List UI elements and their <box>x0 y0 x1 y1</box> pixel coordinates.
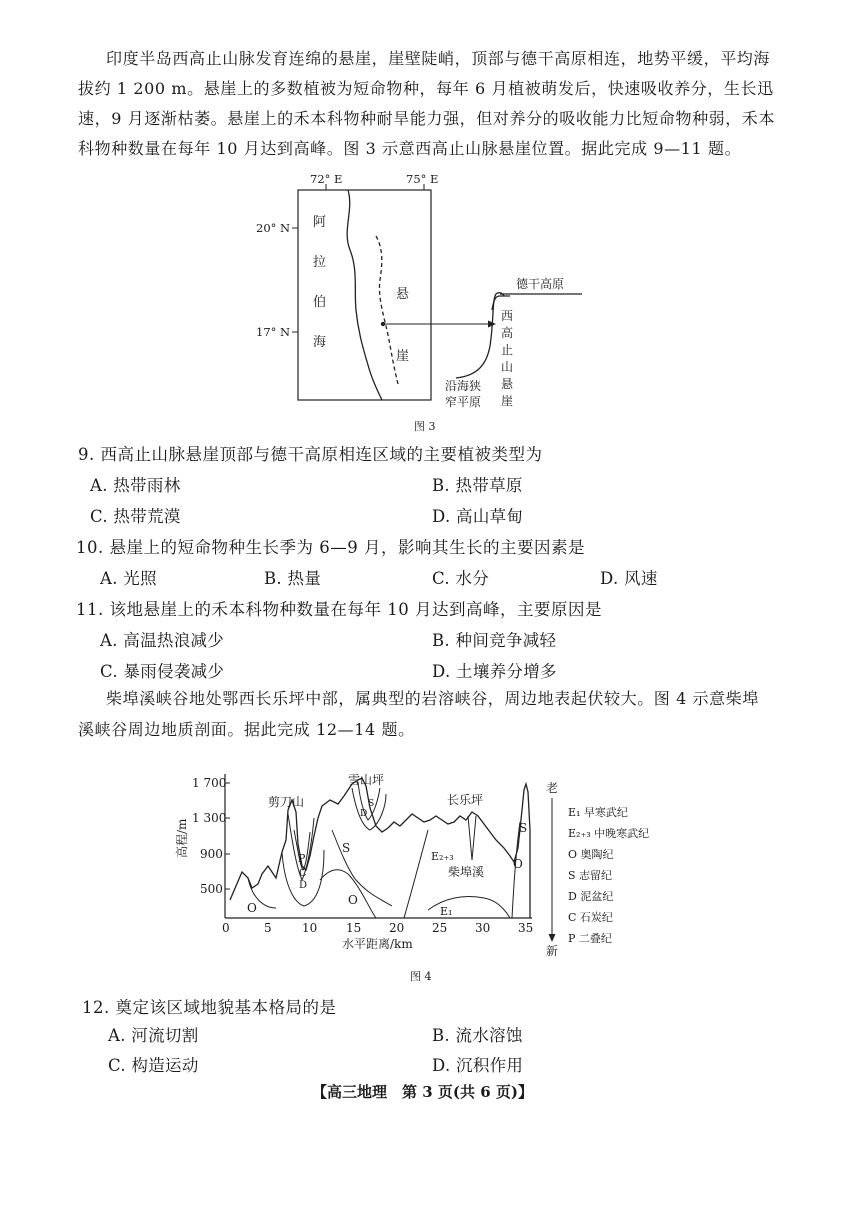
q9-option-c[interactable]: C. 热带荒漠 <box>90 507 181 526</box>
cliff-dashed-line <box>376 236 398 384</box>
q10-option-d[interactable]: D. 风速 <box>600 569 658 588</box>
x-axis-label: 水平距离/km <box>342 937 413 951</box>
intro1-line-3: 速，9 月逐渐枯萎。悬崖上的禾本科物种耐旱能力强，但对养分的吸收能力比短命物种弱，禾本 <box>78 109 776 128</box>
legend-entry-s: S 志留纪 <box>568 869 613 882</box>
legend-entry-o: O 奥陶纪 <box>568 848 614 861</box>
sea-char-4: 海 <box>313 335 327 350</box>
intro2-line-2: 溪峡谷周边地质剖面。据此完成 12—14 题。 <box>78 720 415 739</box>
question-10-stem: 10. 悬崖上的短命物种生长季为 6—9 月，影响其生长的主要因素是 <box>76 538 585 557</box>
figure-3-map <box>250 170 590 435</box>
q12-option-c[interactable]: C. 构造运动 <box>108 1056 199 1075</box>
intro1-line-4: 科物种数量在每年 10 月达到高峰。图 3 示意西高止山脉悬崖位置。据此完成 9—11 题。 <box>78 139 742 158</box>
q9-option-a[interactable]: A. 热带雨林 <box>90 476 181 495</box>
y-tick-900: 900 <box>200 847 223 861</box>
q10-option-a[interactable]: A. 光照 <box>100 569 157 588</box>
place-label-xueshanping: 雪山坪 <box>348 773 385 787</box>
x-tick-0: 0 <box>222 921 230 935</box>
plateau-label: 德干高原 <box>516 277 565 291</box>
stratum-label-o-3: O <box>513 857 523 871</box>
question-11-stem: 11. 该地悬崖上的禾本科物种数量在每年 10 月达到高峰，主要原因是 <box>76 600 602 619</box>
q12-option-a[interactable]: A. 河流切割 <box>108 1026 199 1045</box>
stratum-label-s-3: S <box>368 799 375 809</box>
q11-option-b[interactable]: B. 种间竞争减轻 <box>432 631 557 650</box>
stratum-label-d: D <box>299 880 308 891</box>
intro1-line-1: 印度半岛西高止山脉发育连绵的悬崖，崖壁陡峭，顶部与德干高原相连，地势平缓，平均海 <box>106 49 771 68</box>
x-tick-35: 35 <box>518 921 534 935</box>
intro2-line-1: 柴埠溪峡谷地处鄂西长乐坪中部，属典型的岩溶峡谷，周边地表起伏较大。图 4 示意柴埠 <box>106 689 759 708</box>
legend-old-label: 老 <box>546 781 559 795</box>
place-label-jiandaoshan: 剪刀山 <box>268 795 305 809</box>
place-label-chaibuxi: 柴埠溪 <box>448 865 485 879</box>
stratum-label-o-2: O <box>348 893 358 907</box>
x-tick-5: 5 <box>264 921 272 935</box>
y-tick-500: 500 <box>200 882 223 896</box>
x-tick-30: 30 <box>475 921 491 935</box>
plain-label-line-1: 沿海狭 <box>445 379 482 393</box>
lat-label-17: 17° N <box>256 325 291 339</box>
q10-option-c[interactable]: C. 水分 <box>432 569 490 588</box>
y-axis-label: 高程/m <box>175 818 189 858</box>
sea-char-1: 阿 <box>313 215 327 230</box>
cliff-name-char-5: 悬 <box>501 377 514 391</box>
legend-entry-c: C 石炭纪 <box>568 911 613 924</box>
stratum-label-p: P <box>298 852 306 865</box>
place-label-changleping: 长乐坪 <box>447 793 484 807</box>
x-tick-15: 15 <box>346 921 362 935</box>
figure-4-profile <box>172 770 672 985</box>
legend-entry-p: P 二叠纪 <box>568 932 612 945</box>
plain-label-line-2: 窄平原 <box>445 395 482 409</box>
cliff-name-char-6: 崖 <box>501 394 514 408</box>
q10-option-b[interactable]: B. 热量 <box>264 569 322 588</box>
figure-4-caption: 图 4 <box>410 970 432 983</box>
q9-option-d[interactable]: D. 高山草甸 <box>432 507 524 526</box>
q11-option-a[interactable]: A. 高温热浪减少 <box>100 631 225 650</box>
q12-option-d[interactable]: D. 沉积作用 <box>432 1056 524 1075</box>
sea-char-2: 拉 <box>313 255 327 270</box>
legend-new-label: 新 <box>546 944 559 958</box>
legend-entry-e23: E₂₊₃ 中晚寒武纪 <box>568 827 650 840</box>
sea-char-3: 伯 <box>313 295 327 310</box>
stratum-label-s-2: S <box>519 821 528 835</box>
cliff-name-char-2: 高 <box>501 326 514 340</box>
x-tick-20: 20 <box>389 921 405 935</box>
stratum-label-c: C <box>299 868 307 879</box>
coastline <box>347 190 382 400</box>
cliff-name-char-4: 山 <box>501 360 514 374</box>
x-tick-10: 10 <box>302 921 318 935</box>
q12-option-b[interactable]: B. 流水溶蚀 <box>432 1026 523 1045</box>
q11-option-c[interactable]: C. 暴雨侵袭减少 <box>100 662 225 681</box>
lat-label-20: 20° N <box>256 221 291 235</box>
stratum-label-e1: E₁ <box>440 905 453 918</box>
lon-label-72: 72° E <box>310 172 343 186</box>
legend-entry-d: D 泥盆纪 <box>568 890 614 903</box>
stratum-label-e23: E₂₊₃ <box>431 850 454 863</box>
cliff-char-2: 崖 <box>396 349 410 364</box>
lon-label-75: 75° E <box>406 172 439 186</box>
figure-3-caption: 图 3 <box>414 420 436 433</box>
cliff-name-char-1: 西 <box>501 309 514 323</box>
legend-arrow-head <box>549 934 556 942</box>
stratum-label-d-2: D <box>360 809 368 819</box>
y-tick-1300: 1 300 <box>192 811 227 825</box>
q11-option-d[interactable]: D. 土壤养分增多 <box>432 662 557 681</box>
question-12-stem: 12. 奠定该区域地貌基本格局的是 <box>82 998 337 1017</box>
cliff-name-char-3: 止 <box>501 343 514 357</box>
legend-entry-e1: E₁ 早寒武纪 <box>568 806 628 819</box>
cliff-profile-line <box>456 293 504 378</box>
question-9-stem: 9. 西高止山脉悬崖顶部与德干高原相连区域的主要植被类型为 <box>78 445 543 464</box>
intro1-line-2: 拔约 1 200 m。悬崖上的多数植被为短命物种，每年 6 月植被萌发后，快速吸收养分，生长迅 <box>78 79 774 98</box>
x-tick-25: 25 <box>432 921 448 935</box>
page-footer: 【高三地理 第 3 页(共 6 页)】 <box>312 1083 533 1101</box>
stratum-label-o-1: O <box>247 901 257 915</box>
q9-option-b[interactable]: B. 热带草原 <box>432 476 523 495</box>
cliff-char-1: 悬 <box>396 287 410 302</box>
stratum-label-s-1: S <box>342 841 351 855</box>
y-tick-1700: 1 700 <box>192 776 227 790</box>
